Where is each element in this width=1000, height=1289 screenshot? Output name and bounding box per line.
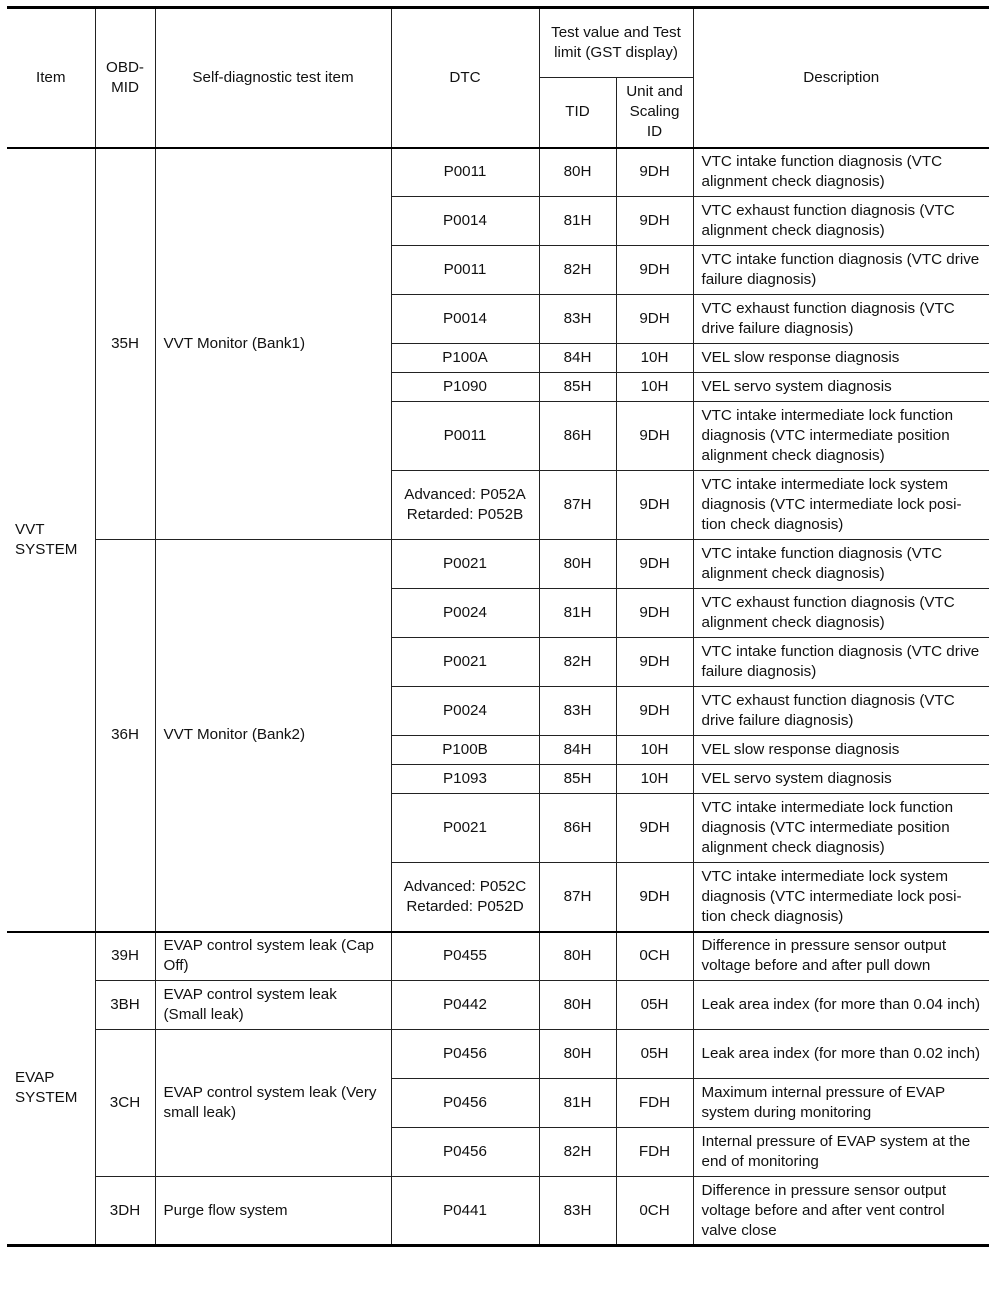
- tid-cell: 85H: [539, 373, 616, 402]
- dtc-cell: P0011: [391, 402, 539, 471]
- tid-cell: 80H: [539, 932, 616, 981]
- dtc-cell: P0441: [391, 1177, 539, 1246]
- tid-cell: 80H: [539, 540, 616, 589]
- obd-mid-cell: 39H: [95, 932, 155, 981]
- tid-cell: 86H: [539, 794, 616, 863]
- description-cell: VTC exhaust function diagnosis (VTC drive failure diagnosis): [693, 295, 989, 344]
- tid-cell: 82H: [539, 246, 616, 295]
- unit-cell: FDH: [616, 1128, 693, 1177]
- table-row: [7, 981, 989, 1030]
- tid-cell: 82H: [539, 1128, 616, 1177]
- header-unit-scaling-id: Unit and Scaling ID: [616, 78, 693, 148]
- table-row: [7, 148, 989, 197]
- header-item: Item: [7, 8, 95, 148]
- unit-cell: 9DH: [616, 471, 693, 540]
- tid-cell: 84H: [539, 344, 616, 373]
- header-test-value: Test value and Test limit (GST display): [539, 8, 693, 78]
- tid-cell: 83H: [539, 1177, 616, 1246]
- unit-cell: 0CH: [616, 1177, 693, 1246]
- description-cell: Leak area index (for more than 0.04 inch): [693, 981, 989, 1030]
- unit-cell: 9DH: [616, 540, 693, 589]
- unit-cell: 10H: [616, 373, 693, 402]
- dtc-cell: P0021: [391, 540, 539, 589]
- unit-cell: 9DH: [616, 148, 693, 197]
- header-obd-mid: OBD-MID: [95, 8, 155, 148]
- table-row: [7, 540, 989, 589]
- obd-mid-cell: 36H: [95, 540, 155, 932]
- dtc-cell: P0021: [391, 638, 539, 687]
- dtc-cell-advanced-retarded: [391, 863, 539, 932]
- unit-cell: 05H: [616, 981, 693, 1030]
- tid-cell: 81H: [539, 1079, 616, 1128]
- description-cell: Internal pressure of EVAP system at the end of monitoring: [693, 1128, 989, 1177]
- dtc-cell: P100A: [391, 344, 539, 373]
- table-row: [7, 932, 989, 981]
- description-cell: VTC exhaust function diagnosis (VTC alignment check diagnosis): [693, 589, 989, 638]
- unit-cell: 9DH: [616, 589, 693, 638]
- description-cell: VTC intake intermediate lock function diagnosis (VTC intermediate position alignment check diagnosis): [693, 402, 989, 471]
- header-self-diagnostic-test-item: Self-diagnostic test item: [155, 8, 391, 148]
- dtc-cell: P1093: [391, 765, 539, 794]
- description-cell: VTC intake function diagnosis (VTC drive failure diagnosis): [693, 246, 989, 295]
- item-cell-evap-system: EVAP SYSTEM: [7, 932, 95, 1246]
- dtc-retarded: Retarded: P052D: [406, 897, 524, 915]
- dtc-cell: P0011: [391, 148, 539, 197]
- description-cell: VTC intake intermediate lock function diagnosis (VTC intermediate position alignment check diagnosis): [693, 794, 989, 863]
- dtc-retarded: Retarded: P052B: [406, 506, 524, 523]
- unit-cell: 10H: [616, 344, 693, 373]
- tid-cell: 81H: [539, 197, 616, 246]
- test-item-cell: Purge flow system: [155, 1177, 391, 1246]
- tid-cell: 80H: [539, 148, 616, 197]
- description-cell: VTC intake function diagnosis (VTC alignment check diagnosis): [693, 148, 989, 197]
- obd-mid-cell: 35H: [95, 148, 155, 540]
- dtc-cell: P100B: [391, 736, 539, 765]
- tid-cell: 81H: [539, 589, 616, 638]
- description-cell: VEL slow response diagnosis: [693, 344, 989, 373]
- dtc-cell: P0021: [391, 794, 539, 863]
- tid-cell: 87H: [539, 863, 616, 932]
- obd-mid-cell: 3BH: [95, 981, 155, 1030]
- description-cell: Difference in pressure sensor output voltage before and after pull down: [693, 932, 989, 981]
- unit-cell: 9DH: [616, 794, 693, 863]
- test-item-cell: EVAP control system leak (Small leak): [155, 981, 391, 1030]
- tid-cell: 86H: [539, 402, 616, 471]
- dtc-cell: P0442: [391, 981, 539, 1030]
- obd-mid-cell: 3DH: [95, 1177, 155, 1246]
- obd-test-table: [7, 6, 989, 1247]
- unit-cell: 0CH: [616, 932, 693, 981]
- tid-cell: 83H: [539, 687, 616, 736]
- tid-cell: 82H: [539, 638, 616, 687]
- dtc-cell: P1090: [391, 373, 539, 402]
- tid-cell: 80H: [539, 981, 616, 1030]
- unit-cell: 9DH: [616, 246, 693, 295]
- unit-cell: 05H: [616, 1030, 693, 1079]
- dtc-cell: P0456: [391, 1030, 539, 1079]
- unit-cell: 10H: [616, 765, 693, 794]
- dtc-cell: P0024: [391, 589, 539, 638]
- dtc-cell: P0011: [391, 246, 539, 295]
- header-description: Description: [693, 8, 989, 148]
- table-row: [7, 1030, 989, 1079]
- header-dtc: DTC: [391, 8, 539, 148]
- tid-cell: 83H: [539, 295, 616, 344]
- unit-cell: 10H: [616, 736, 693, 765]
- unit-cell: 9DH: [616, 295, 693, 344]
- dtc-cell: P0024: [391, 687, 539, 736]
- description-cell: VEL servo system diagnosis: [693, 373, 989, 402]
- unit-cell: 9DH: [616, 638, 693, 687]
- tid-cell: 87H: [539, 471, 616, 540]
- table-row: [7, 1177, 989, 1246]
- dtc-advanced: Advanced: P052A: [404, 486, 526, 503]
- dtc-cell: P0456: [391, 1128, 539, 1177]
- description-cell: Maximum internal pressure of EVAP system during monitoring: [693, 1079, 989, 1128]
- dtc-cell: P0014: [391, 295, 539, 344]
- description-cell: VTC exhaust function diagnosis (VTC alignment check diagnosis): [693, 197, 989, 246]
- unit-cell: 9DH: [616, 197, 693, 246]
- dtc-advanced: Advanced: P052C: [403, 877, 527, 895]
- description-cell: VTC intake intermediate lock system diagnosis (VTC intermediate lock posi-tion check diagnosis): [693, 471, 989, 540]
- test-item-cell: EVAP control system leak (Very small leak): [155, 1030, 391, 1177]
- item-cell-vvt-system: VVT SYSTEM: [7, 148, 95, 932]
- dtc-cell: P0455: [391, 932, 539, 981]
- obd-mid-cell: 3CH: [95, 1030, 155, 1177]
- test-item-cell: VVT Monitor (Bank2): [155, 540, 391, 932]
- dtc-cell: P0014: [391, 197, 539, 246]
- description-cell: Leak area index (for more than 0.02 inch): [693, 1030, 989, 1079]
- tid-cell: 80H: [539, 1030, 616, 1079]
- header-tid: TID: [539, 78, 616, 148]
- description-cell: VTC intake intermediate lock system diagnosis (VTC intermediate lock posi-tion check diagnosis): [693, 863, 989, 932]
- description-cell: VTC intake function diagnosis (VTC drive failure diagnosis): [693, 638, 989, 687]
- dtc-cell: P0456: [391, 1079, 539, 1128]
- description-cell: VTC intake function diagnosis (VTC alignment check diagnosis): [693, 540, 989, 589]
- test-item-cell: VVT Monitor (Bank1): [155, 148, 391, 540]
- description-cell: VTC exhaust function diagnosis (VTC drive failure diagnosis): [693, 687, 989, 736]
- tid-cell: 84H: [539, 736, 616, 765]
- description-cell: VEL servo system diagnosis: [693, 765, 989, 794]
- test-item-cell: EVAP control system leak (Cap Off): [155, 932, 391, 981]
- unit-cell: 9DH: [616, 687, 693, 736]
- unit-cell: FDH: [616, 1079, 693, 1128]
- description-cell: Difference in pressure sensor output voltage before and after vent control valve close: [693, 1177, 989, 1246]
- tid-cell: 85H: [539, 765, 616, 794]
- description-cell: VEL slow response diagnosis: [693, 736, 989, 765]
- unit-cell: 9DH: [616, 402, 693, 471]
- dtc-cell-advanced-retarded: [391, 471, 539, 540]
- unit-cell: 9DH: [616, 863, 693, 932]
